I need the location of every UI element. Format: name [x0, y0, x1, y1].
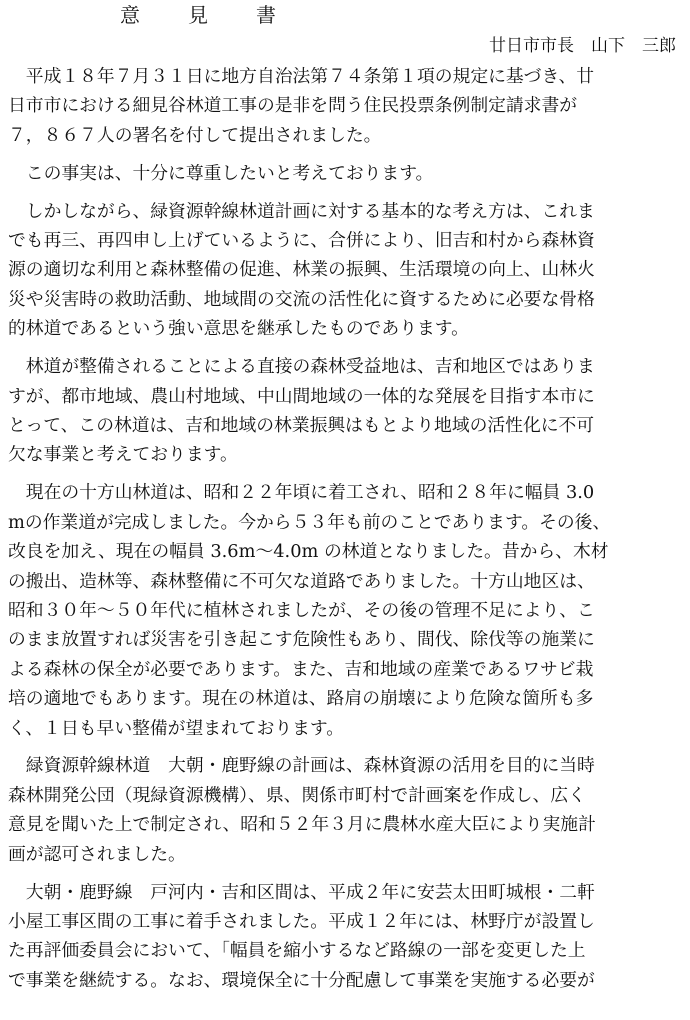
text-line: 大朝・鹿野線 戸河内・吉和区間は、平成２年に安芸太田町城根・二軒 [8, 881, 595, 903]
text-line: 小屋工事区間の工事に着手されました。平成１２年には、林野庁が設置し [8, 910, 595, 932]
paragraph-3 [8, 197, 688, 344]
text-line: 現在の十方山林道は、昭和２２年頃に着工され、昭和２８年に幅員 3.0 [8, 482, 595, 504]
text-line: 改良を加え、現在の幅員 3.6m～4.0m の林道となりました。昔から、木材 [8, 541, 609, 563]
text-line: 林道が整備されることによる直接の森林受益地は、吉和地区ではありま [8, 356, 595, 378]
text-line: 緑資源幹線林道 大朝・鹿野線の計画は、森林資源の活用を目的に当時 [8, 755, 595, 777]
text-line: とって、この林道は、吉和地域の林業振興はもとより地域の活性化に不可 [8, 414, 595, 436]
text-line: 培の適地でもあります。現在の林道は、路肩の崩壊により危険な箇所も多 [8, 688, 594, 710]
text-line: 日市市における細見谷林道工事の是非を問う住民投票条例制定請求書が [8, 95, 578, 117]
text-line: 森林開発公団（現緑資源機構）、県、関係市町村で計画案を作成し、広く [8, 784, 586, 806]
text-line: で事業を継続する。なお、環境保全に十分配慮して事業を実施する必要が [8, 969, 595, 991]
text-line: 的林道であるという強い意思を継承したものであります。 [8, 318, 469, 340]
text-line: 画が認可されました。 [8, 843, 186, 865]
text-line: た再評価委員会において、「幅員を縮小するなど路線の一部を変更した上 [8, 940, 586, 962]
paragraph-7 [8, 878, 688, 996]
text-line: よる森林の保全が必要であります。また、吉和地域の産業であるワサビ栽 [8, 658, 594, 680]
text-line: 意見を聞いた上で制定され、昭和５２年３月に農林水産大臣により実施計 [8, 814, 596, 836]
text-line: く、１日も早い整備が望まれております。 [8, 717, 345, 739]
paragraph-5 [8, 478, 688, 743]
text-line: しかしながら、緑資源幹線林道計画に対する基本的な考え方は、これま [8, 200, 595, 222]
text-line: のまま放置すれば災害を引き起こす危険性もあり、間伐、除伐等の施業に [8, 629, 595, 651]
text-line: すが、都市地域、農山村地域、中山間地域の一体的な発展を目指す本市に [8, 385, 595, 407]
text-line: 欠な事業と考えております。 [8, 444, 238, 466]
text-line: mの作業道が完成しました。今から５３年も前のことであります。その後、 [8, 511, 611, 533]
document-title: 意 見 書 [120, 3, 290, 27]
text-line: 平成１８年７月３１日に地方自治法第７４条第１項の規定に基づき、廿 [8, 66, 595, 87]
paragraph-1 [8, 62, 688, 150]
paragraph-6 [8, 751, 688, 869]
text-line: 源の適切な利用と森林整備の促進、林業の振興、生活環境の向上、山林火 [8, 259, 595, 281]
text-line: でも再三、再四申し上げているように、合併により、旧吉和村から森林資 [8, 230, 595, 252]
text-line: 災や災害時の救助活動、地域間の交流の活性化に資するために必要な骨格 [8, 288, 595, 310]
paragraph-4 [8, 352, 688, 470]
paragraph-2 [8, 159, 688, 188]
text-line: の搬出、造林等、森林整備に不可欠な道路でありました。十方山地区は、 [8, 570, 595, 592]
document-body [8, 62, 688, 1004]
text-line: ７，８６７人の署名を付して提出されました。 [8, 124, 382, 146]
document-author: 廿日市市長 山下 三郎 [489, 36, 676, 56]
text-line: この事実は、十分に尊重したいと考えております。 [8, 162, 434, 184]
text-line: 昭和３０年～５０年代に植林されましたが、その後の管理不足により、こ [8, 599, 595, 621]
